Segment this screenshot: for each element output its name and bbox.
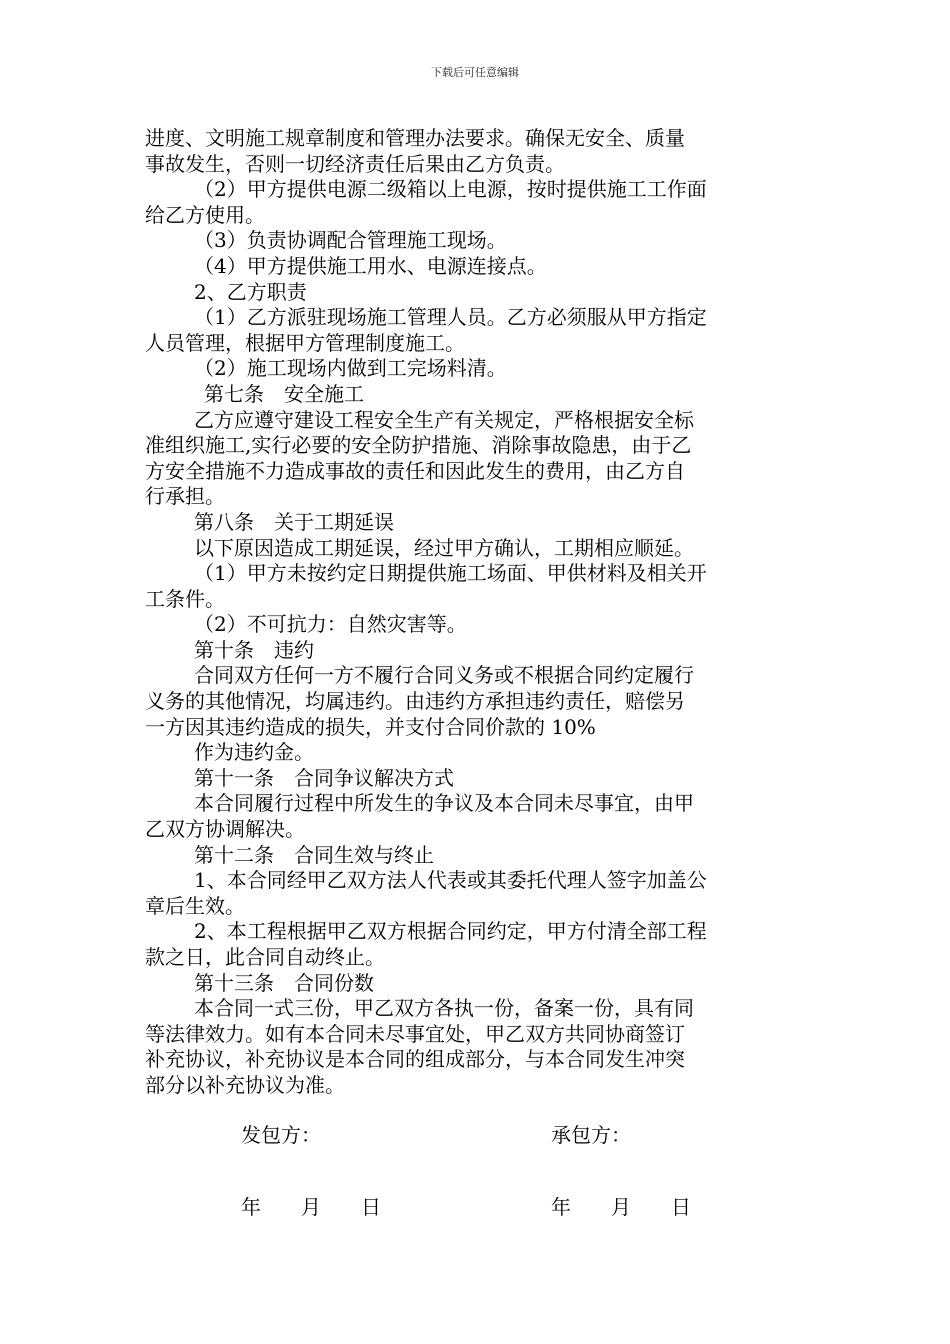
body-line: （4）甲方提供施工用水、电源连接点。 xyxy=(194,253,547,278)
body-line: 乙双方协调解决。 xyxy=(145,817,305,842)
body-line: 第十二条 合同生效与终止 xyxy=(194,842,434,867)
body-line: 义务的其他情况，均属违约。由违约方承担违约责任，赔偿另 xyxy=(145,689,685,714)
body-line: 进度、文明施工规章制度和管理办法要求。确保无安全、质量 xyxy=(145,126,685,150)
body-line: 1、本合同经甲乙双方法人代表或其委托代理人签字加盖公 xyxy=(194,868,707,893)
contract-body xyxy=(145,126,805,1099)
body-line: 等法律效力。如有本合同未尽事宜处，甲乙双方共同协商签订 xyxy=(145,1021,685,1046)
body-line: （3）负责协调配合管理施工现场。 xyxy=(194,228,507,253)
body-line: 第十一条 合同争议解决方式 xyxy=(194,765,454,790)
body-line: 给乙方使用。 xyxy=(145,202,265,227)
body-line: 本合同履行过程中所发生的争议及本合同未尽事宜，由甲 xyxy=(194,791,694,816)
body-line: 准组织施工,实行必要的安全防护措施、消除事故隐患，由于乙 xyxy=(145,433,692,458)
body-line: 部分以补充协议为准。 xyxy=(145,1072,345,1097)
party-b-date: 年 月 日 xyxy=(551,1195,691,1219)
body-line: （1）乙方派驻现场施工管理人员。乙方必须服从甲方指定 xyxy=(194,305,707,330)
body-line: 第十条 违约 xyxy=(194,637,314,662)
body-line: 第八条 关于工期延误 xyxy=(194,509,394,534)
body-line: （2）施工现场内做到工完场料清。 xyxy=(194,356,507,381)
body-line: 第七条 安全施工 xyxy=(204,381,364,406)
body-line: （1）甲方未按约定日期提供施工场面、甲供材料及相关开 xyxy=(194,561,707,586)
body-line: 事故发生，否则一切经济责任后果由乙方负责。 xyxy=(145,151,565,176)
body-line: 方安全措施不力造成事故的责任和因此发生的费用，由乙方自 xyxy=(145,458,685,483)
party-a-label: 发包方： xyxy=(241,1123,321,1147)
body-line: 2、本工程根据甲乙双方根据合同约定，甲方付清全部工程 xyxy=(194,919,707,944)
body-line: 以下原因造成工期延误，经过甲方确认，工期相应顺延。 xyxy=(194,535,694,560)
party-b-label: 承包方： xyxy=(551,1123,631,1147)
party-a-date: 年 月 日 xyxy=(241,1195,381,1219)
body-line: 款之日，此合同自动终止。 xyxy=(145,945,385,969)
body-line: 本合同一式三份，甲乙双方各执一份，备案一份，具有同 xyxy=(194,996,694,1021)
body-line: 一方因其违约造成的损失，并支付合同价款的 10% xyxy=(145,714,596,739)
body-line: 2、乙方职责 xyxy=(194,279,307,304)
body-line: 行承担。 xyxy=(145,484,225,509)
body-line: （2）不可抗力：自然灾害等。 xyxy=(194,612,467,637)
body-line: 第十三条 合同份数 xyxy=(194,970,374,995)
page-header: 下载后可任意编辑 xyxy=(431,66,519,79)
body-line: 作为违约金。 xyxy=(194,740,314,765)
body-line: 工条件。 xyxy=(145,586,225,611)
body-line: 章后生效。 xyxy=(145,893,245,918)
body-line: 合同双方任何一方不履行合同义务或不根据合同约定履行 xyxy=(194,663,694,688)
body-line: 乙方应遵守建设工程安全生产有关规定，严格根据安全标 xyxy=(194,407,694,432)
body-line: 人员管理，根据甲方管理制度施工。 xyxy=(145,330,465,355)
body-line: （2）甲方提供电源二级箱以上电源，按时提供施工工作面 xyxy=(194,177,707,202)
body-line: 补充协议，补充协议是本合同的组成部分，与本合同发生冲突 xyxy=(145,1047,685,1072)
